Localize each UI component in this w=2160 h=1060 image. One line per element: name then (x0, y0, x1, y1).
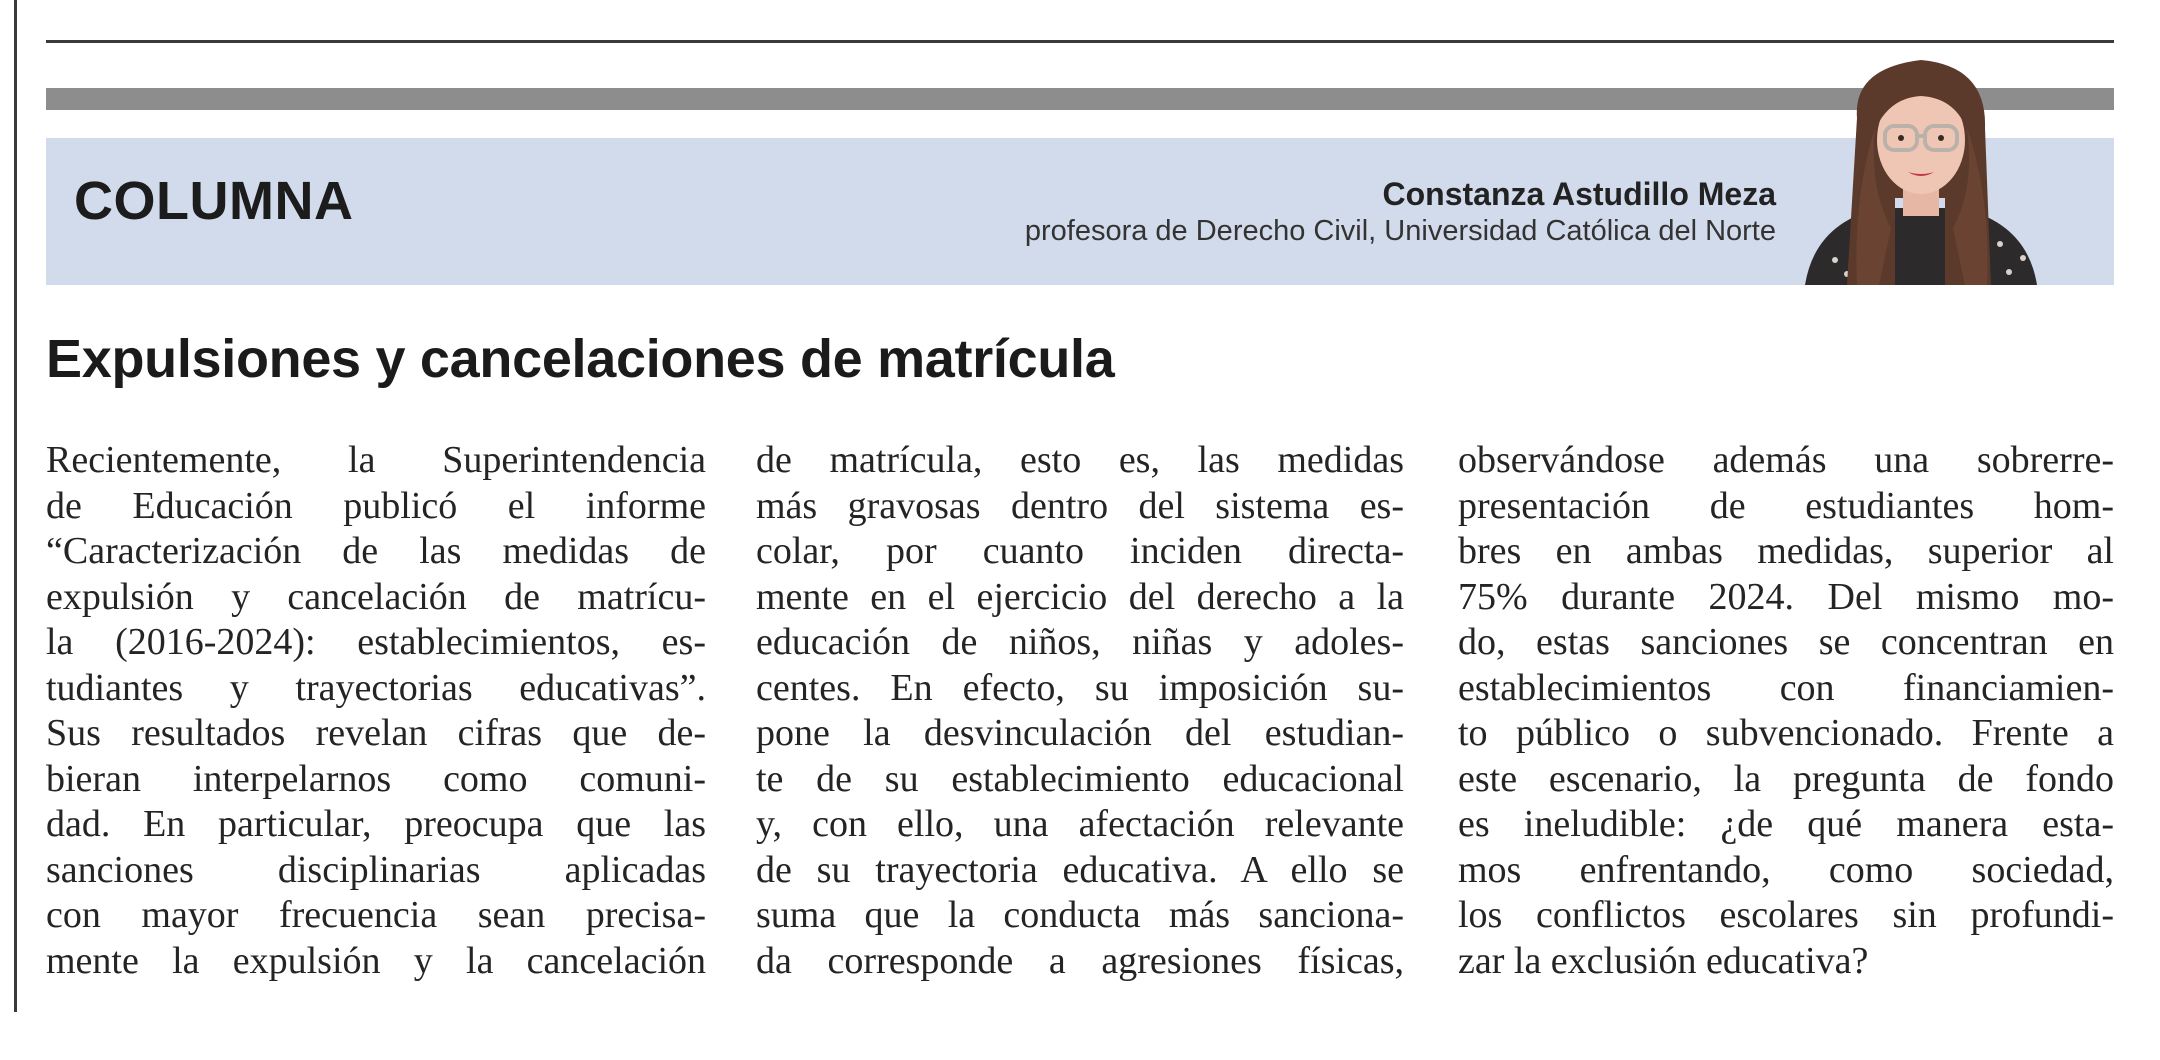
text-line: mos enfrentando, como sociedad, (1458, 848, 2114, 891)
text-line: te de su establecimiento educacional (756, 757, 1404, 800)
text-line: con mayor frecuencia sean precisa- (46, 894, 706, 936)
page-margin-rule (14, 0, 17, 1012)
text-line: Sus resultados revelan cifras que de- (46, 712, 706, 754)
author-role: profesora de Derecho Civil, Universidad Católica del Norte (1024, 214, 1776, 247)
text-line: bieran interpelarnos como comuni- (46, 757, 706, 800)
text-line: más gravosas dentro del sistema es- (756, 484, 1404, 527)
text-line: pone la desvinculación del estudian- (756, 712, 1404, 754)
text-line: es ineludible: ¿de qué manera esta- (1458, 803, 2114, 845)
text-line: y, con ello, una afectación relevante (756, 803, 1404, 845)
author-portrait-icon (1795, 48, 2045, 285)
text-line: da corresponde a agresiones físicas, (756, 939, 1404, 982)
article-column-2 (756, 438, 1404, 984)
article-title: Expulsiones y cancelaciones de matrícula (46, 329, 1115, 389)
author-name: Constanza Astudillo Meza (1382, 176, 1776, 212)
text-line: de su trayectoria educativa. A ello se (756, 848, 1404, 891)
text-line: tudiantes y trayectorias educativas”. (46, 666, 706, 709)
text-line: Recientemente, la Superintendencia (46, 439, 706, 481)
article-column-3 (1458, 438, 2114, 984)
text-line: 75% durante 2024. Del mismo mo- (1458, 575, 2114, 618)
text-line: colar, por cuanto inciden directa- (756, 530, 1404, 572)
text-line: suma que la conducta más sanciona- (756, 894, 1404, 936)
article-column-1 (46, 438, 706, 984)
author-block (1025, 176, 1776, 250)
text-line: “Caracterización de las medidas de (46, 530, 706, 572)
text-line: establecimientos con financiamien- (1458, 666, 2114, 709)
text-line: este escenario, la pregunta de fondo (1458, 757, 2114, 800)
text-line: los conflictos escolares sin profundi- (1458, 894, 2114, 936)
text-line: centes. En efecto, su imposición su- (756, 666, 1404, 709)
top-divider (46, 40, 2114, 43)
text-line: zar la exclusión educativa? (1458, 939, 1869, 982)
text-line: observándose además una sobrerre- (1458, 439, 2114, 481)
text-line: la (2016-2024): establecimientos, es- (46, 621, 706, 663)
text-line: mente en el ejercicio del derecho a la (756, 575, 1404, 618)
text-line: bres en ambas medidas, superior al (1458, 530, 2114, 572)
text-line: de matrícula, esto es, las medidas (756, 439, 1404, 481)
text-line: presentación de estudiantes hom- (1458, 484, 2114, 527)
text-line: expulsión y cancelación de matrícu- (46, 575, 706, 618)
text-line: mente la expulsión y la cancelación (46, 939, 706, 982)
text-line: to público o subvencionado. Frente a (1458, 712, 2114, 754)
text-line: dad. En particular, preocupa que las (46, 803, 706, 845)
text-line: de Educación publicó el informe (46, 484, 706, 527)
section-label: COLUMNA (74, 171, 354, 231)
text-line: educación de niños, niñas y adoles- (756, 621, 1404, 663)
text-line: sanciones disciplinarias aplicadas (46, 848, 706, 891)
text-line: do, estas sanciones se concentran en (1458, 621, 2114, 663)
